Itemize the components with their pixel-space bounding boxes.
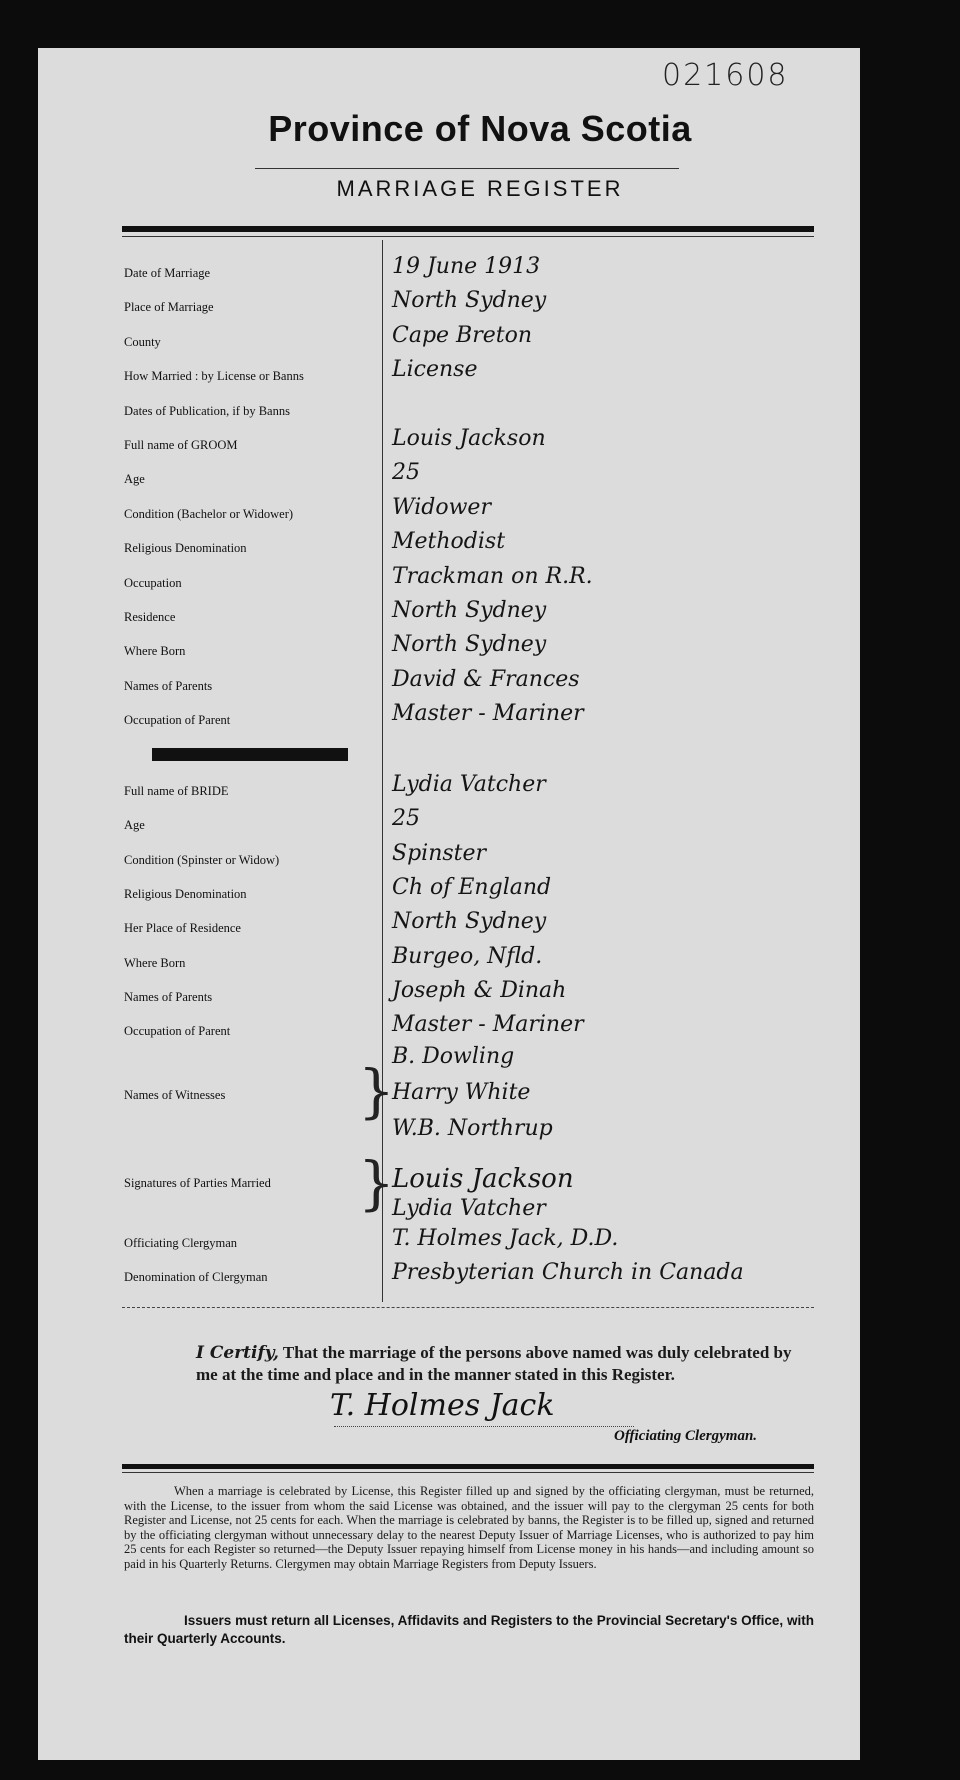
footer-rule-thin xyxy=(122,1472,814,1473)
groom-field-value: North Sydney xyxy=(392,288,547,314)
groom-field-label: Where Born xyxy=(124,644,186,659)
groom-field-label: Residence xyxy=(124,610,176,624)
groom-field-value: North Sydney xyxy=(392,598,547,623)
groom-field-label: Dates of Publication, if by Banns xyxy=(124,403,290,418)
certify-lead: I Certify, xyxy=(196,1343,279,1363)
page-subtitle: MARRIAGE REGISTER xyxy=(336,176,624,201)
bride-signature: Lydia Vatcher xyxy=(392,1196,546,1221)
groom-field-value: 19 June 1913 xyxy=(392,254,541,279)
bride-field-label: Full name of BRIDE xyxy=(124,784,229,798)
bride-field-value: Lydia Vatcher xyxy=(392,772,546,797)
witness-2: Harry White xyxy=(392,1080,531,1105)
bride-field-value: Master - Mariner xyxy=(392,1012,584,1038)
bride-field-label: Condition (Spinster or Widow) xyxy=(124,852,280,867)
signature-line xyxy=(334,1425,634,1427)
bride-field-label: Her Place of Residence xyxy=(124,921,241,936)
groom-field-value: David & Frances xyxy=(392,666,580,692)
bride-field-value: Joseph & Dinah xyxy=(392,977,567,1003)
groom-field-label: Names of Parents xyxy=(124,678,213,693)
witness-3: W.B. Northrup xyxy=(392,1116,553,1141)
groom-field-label: Date of Marriage xyxy=(124,266,211,280)
footer-rule xyxy=(122,1464,814,1469)
groom-field-value: Cape Breton xyxy=(392,322,533,348)
witnesses-label: Names of Witnesses xyxy=(124,1088,226,1102)
issuers-notice: Issuers must return all Licenses, Affidavits and Registers to the Provincial Secretary's Office, with their Quarterly Accounts. xyxy=(124,1613,814,1646)
title-divider xyxy=(255,168,679,169)
groom-field-label: County xyxy=(124,334,161,349)
bride-field-label: Occupation of Parent xyxy=(124,1024,231,1039)
officiating-clergyman-label: Officiating Clergyman xyxy=(124,1236,238,1250)
groom-field-value: 25 xyxy=(392,460,420,486)
groom-field-label: Occupation of Parent xyxy=(124,713,231,728)
clergy-denomination-label: Denomination of Clergyman xyxy=(124,1270,268,1284)
groom-field-label: How Married : by License or Banns xyxy=(124,369,304,384)
clergy-denomination-value: Presbyterian Church in Canada xyxy=(392,1260,744,1285)
groom-field-label: Place of Marriage xyxy=(124,300,214,315)
bride-field-label: Age xyxy=(124,818,145,833)
groom-field-value: Louis Jackson xyxy=(392,426,546,451)
groom-field-value: Widower xyxy=(392,494,491,520)
signatures-label: Signatures of Parties Married xyxy=(124,1176,271,1190)
officiating-clergyman-value: T. Holmes Jack, D.D. xyxy=(392,1226,619,1251)
bride-field-value: Burgeo, Nfld. xyxy=(392,943,543,969)
bride-field-label: Where Born xyxy=(124,955,186,970)
witnesses-brace: } xyxy=(358,1057,395,1125)
signature-caption: Officiating Clergyman. xyxy=(614,1428,758,1444)
groom-field-value: Trackman on R.R. xyxy=(392,563,593,589)
bride-section-marker xyxy=(152,748,348,761)
groom-field-value: Master - Mariner xyxy=(392,701,584,727)
certify-text: That the marriage of the persons above named was duly celebrated by me at the time and place and in the manner stated in this Register. xyxy=(196,1343,792,1384)
groom-field-label: Condition (Bachelor or Widower) xyxy=(124,506,294,521)
page-title: Province of Nova Scotia xyxy=(268,108,692,149)
bride-field-value: North Sydney xyxy=(392,909,547,935)
groom-field-value: North Sydney xyxy=(392,632,547,658)
groom-field-label: Age xyxy=(124,472,145,487)
bride-field-label: Names of Parents xyxy=(124,989,213,1004)
serial-number: 021608 xyxy=(662,58,789,93)
bride-field-value: 25 xyxy=(392,806,420,832)
bride-field-value: Ch of England xyxy=(392,874,552,900)
witness-1: B. Dowling xyxy=(392,1044,515,1069)
instructions-notice: When a marriage is celebrated by License, this Register filled up and signed by the officiating clergyman, must be returned, with the License, to the issuer from whom the said License was obtained, and the issuer will pay to the clergyman 25 cents for both Register and License, not 25 cents for each. When the marriage is celebrated by banns, the Register is to be filled up, signed and returned by the officiating clergyman without unnecessary delay to the nearest Deputy Issuer of Marriage Licenses, who is authorized to pay him 25 cents for each Register so returned—the Deputy Issuer repaying himself from License money in his hands—and including amount so paid in his Quarterly Returns. Clergymen may obtain Marriage Registers from Deputy Issuers. xyxy=(124,1484,814,1571)
groom-field-value: License xyxy=(392,357,478,383)
groom-field-label: Occupation xyxy=(124,575,182,590)
groom-field-label: Full name of GROOM xyxy=(124,438,238,452)
column-divider xyxy=(382,240,383,1302)
bride-field-label: Religious Denomination xyxy=(124,886,247,901)
form-end-rule xyxy=(122,1306,814,1308)
clergyman-signature: T. Holmes Jack xyxy=(330,1388,555,1423)
signatures-brace: } xyxy=(358,1149,395,1217)
header-rule xyxy=(122,226,814,232)
groom-field-value: Methodist xyxy=(392,529,506,555)
header-rule-thin xyxy=(122,236,814,237)
certification-statement xyxy=(196,1342,816,1386)
bride-field-value: Spinster xyxy=(392,840,487,866)
groom-field-label: Religious Denomination xyxy=(124,541,247,556)
groom-signature: Louis Jackson xyxy=(392,1164,574,1194)
